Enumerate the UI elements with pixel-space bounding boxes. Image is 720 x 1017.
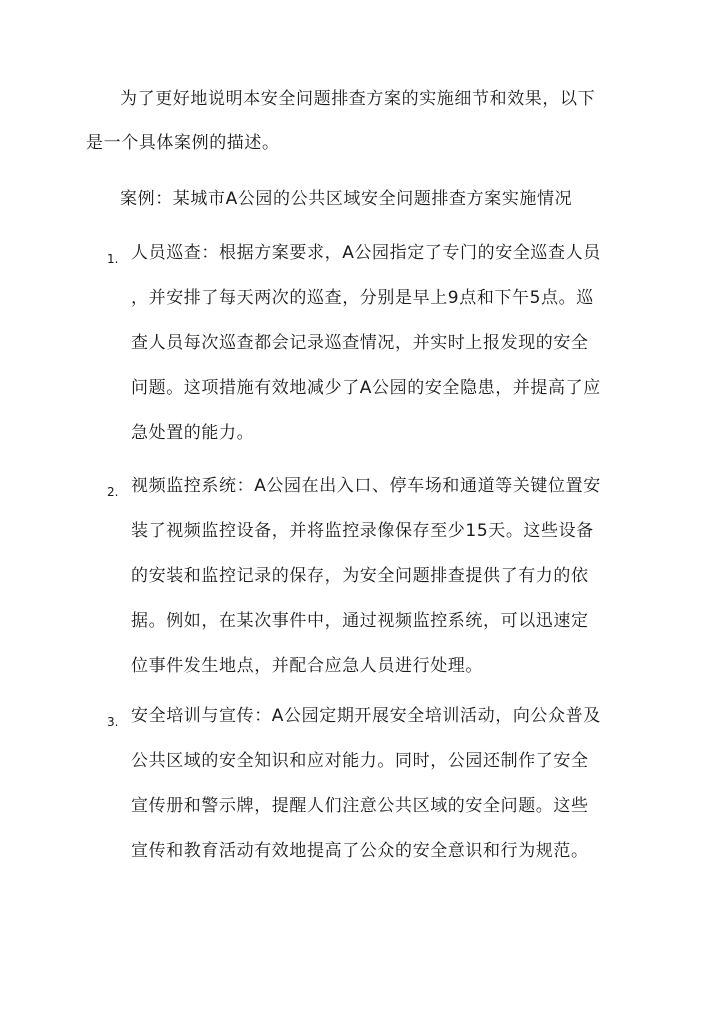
list-item-3-line-3: 宣传册和警示牌，提醒人们注意公共区域的安全问题。这些 xyxy=(131,796,589,816)
list-item-2-line-5: 位事件发生地点，并配合应急人员进行处理。 xyxy=(131,656,483,676)
list-item-1-line-5: 急处置的能力。 xyxy=(131,423,255,443)
list-item-1-line-1: 人员巡查：根据方案要求，A公园指定了专门的安全巡查人员 xyxy=(131,243,601,263)
list-item-3-line-4: 宣传和教育活动有效地提高了公众的安全意识和行为规范。 xyxy=(131,841,589,861)
list-item-2-line-3: 的安装和监控记录的保存，为安全问题排查提供了有力的依 xyxy=(131,566,589,586)
intro-line-1: 为了更好地说明本安全问题排查方案的实施细节和效果，以下 xyxy=(120,89,596,109)
list-number-3: 3. xyxy=(107,715,119,729)
list-item-3-line-2: 公共区域的安全知识和应对能力。同时，公园还制作了安全 xyxy=(131,751,589,771)
list-number-2: 2. xyxy=(107,485,119,499)
list-item-2-line-1: 视频监控系统：A公园在出入口、停车场和通道等关键位置安 xyxy=(131,476,601,496)
list-item-2-line-2: 装了视频监控设备，并将监控录像保存至少15天。这些设备 xyxy=(131,521,594,541)
case-title: 案例：某城市A公园的公共区域安全问题排查方案实施情况 xyxy=(120,189,573,209)
list-item-1-line-3: 查人员每次巡查都会记录巡查情况，并实时上报发现的安全 xyxy=(131,333,589,353)
list-item-1-line-2: ，并安排了每天两次的巡查，分别是早上9点和下午5点。巡 xyxy=(131,288,594,308)
intro-line-2: 是一个具体案例的描述。 xyxy=(86,133,280,153)
list-item-2-line-4: 据。例如，在某次事件中，通过视频监控系统，可以迅速定 xyxy=(131,611,589,631)
list-item-1-line-4: 问题。这项措施有效地减少了A公园的安全隐患，并提高了应 xyxy=(131,378,601,398)
list-number-1: 1. xyxy=(107,252,119,266)
list-item-3-line-1: 安全培训与宣传：A公园定期开展安全培训活动，向公众普及 xyxy=(131,706,601,726)
